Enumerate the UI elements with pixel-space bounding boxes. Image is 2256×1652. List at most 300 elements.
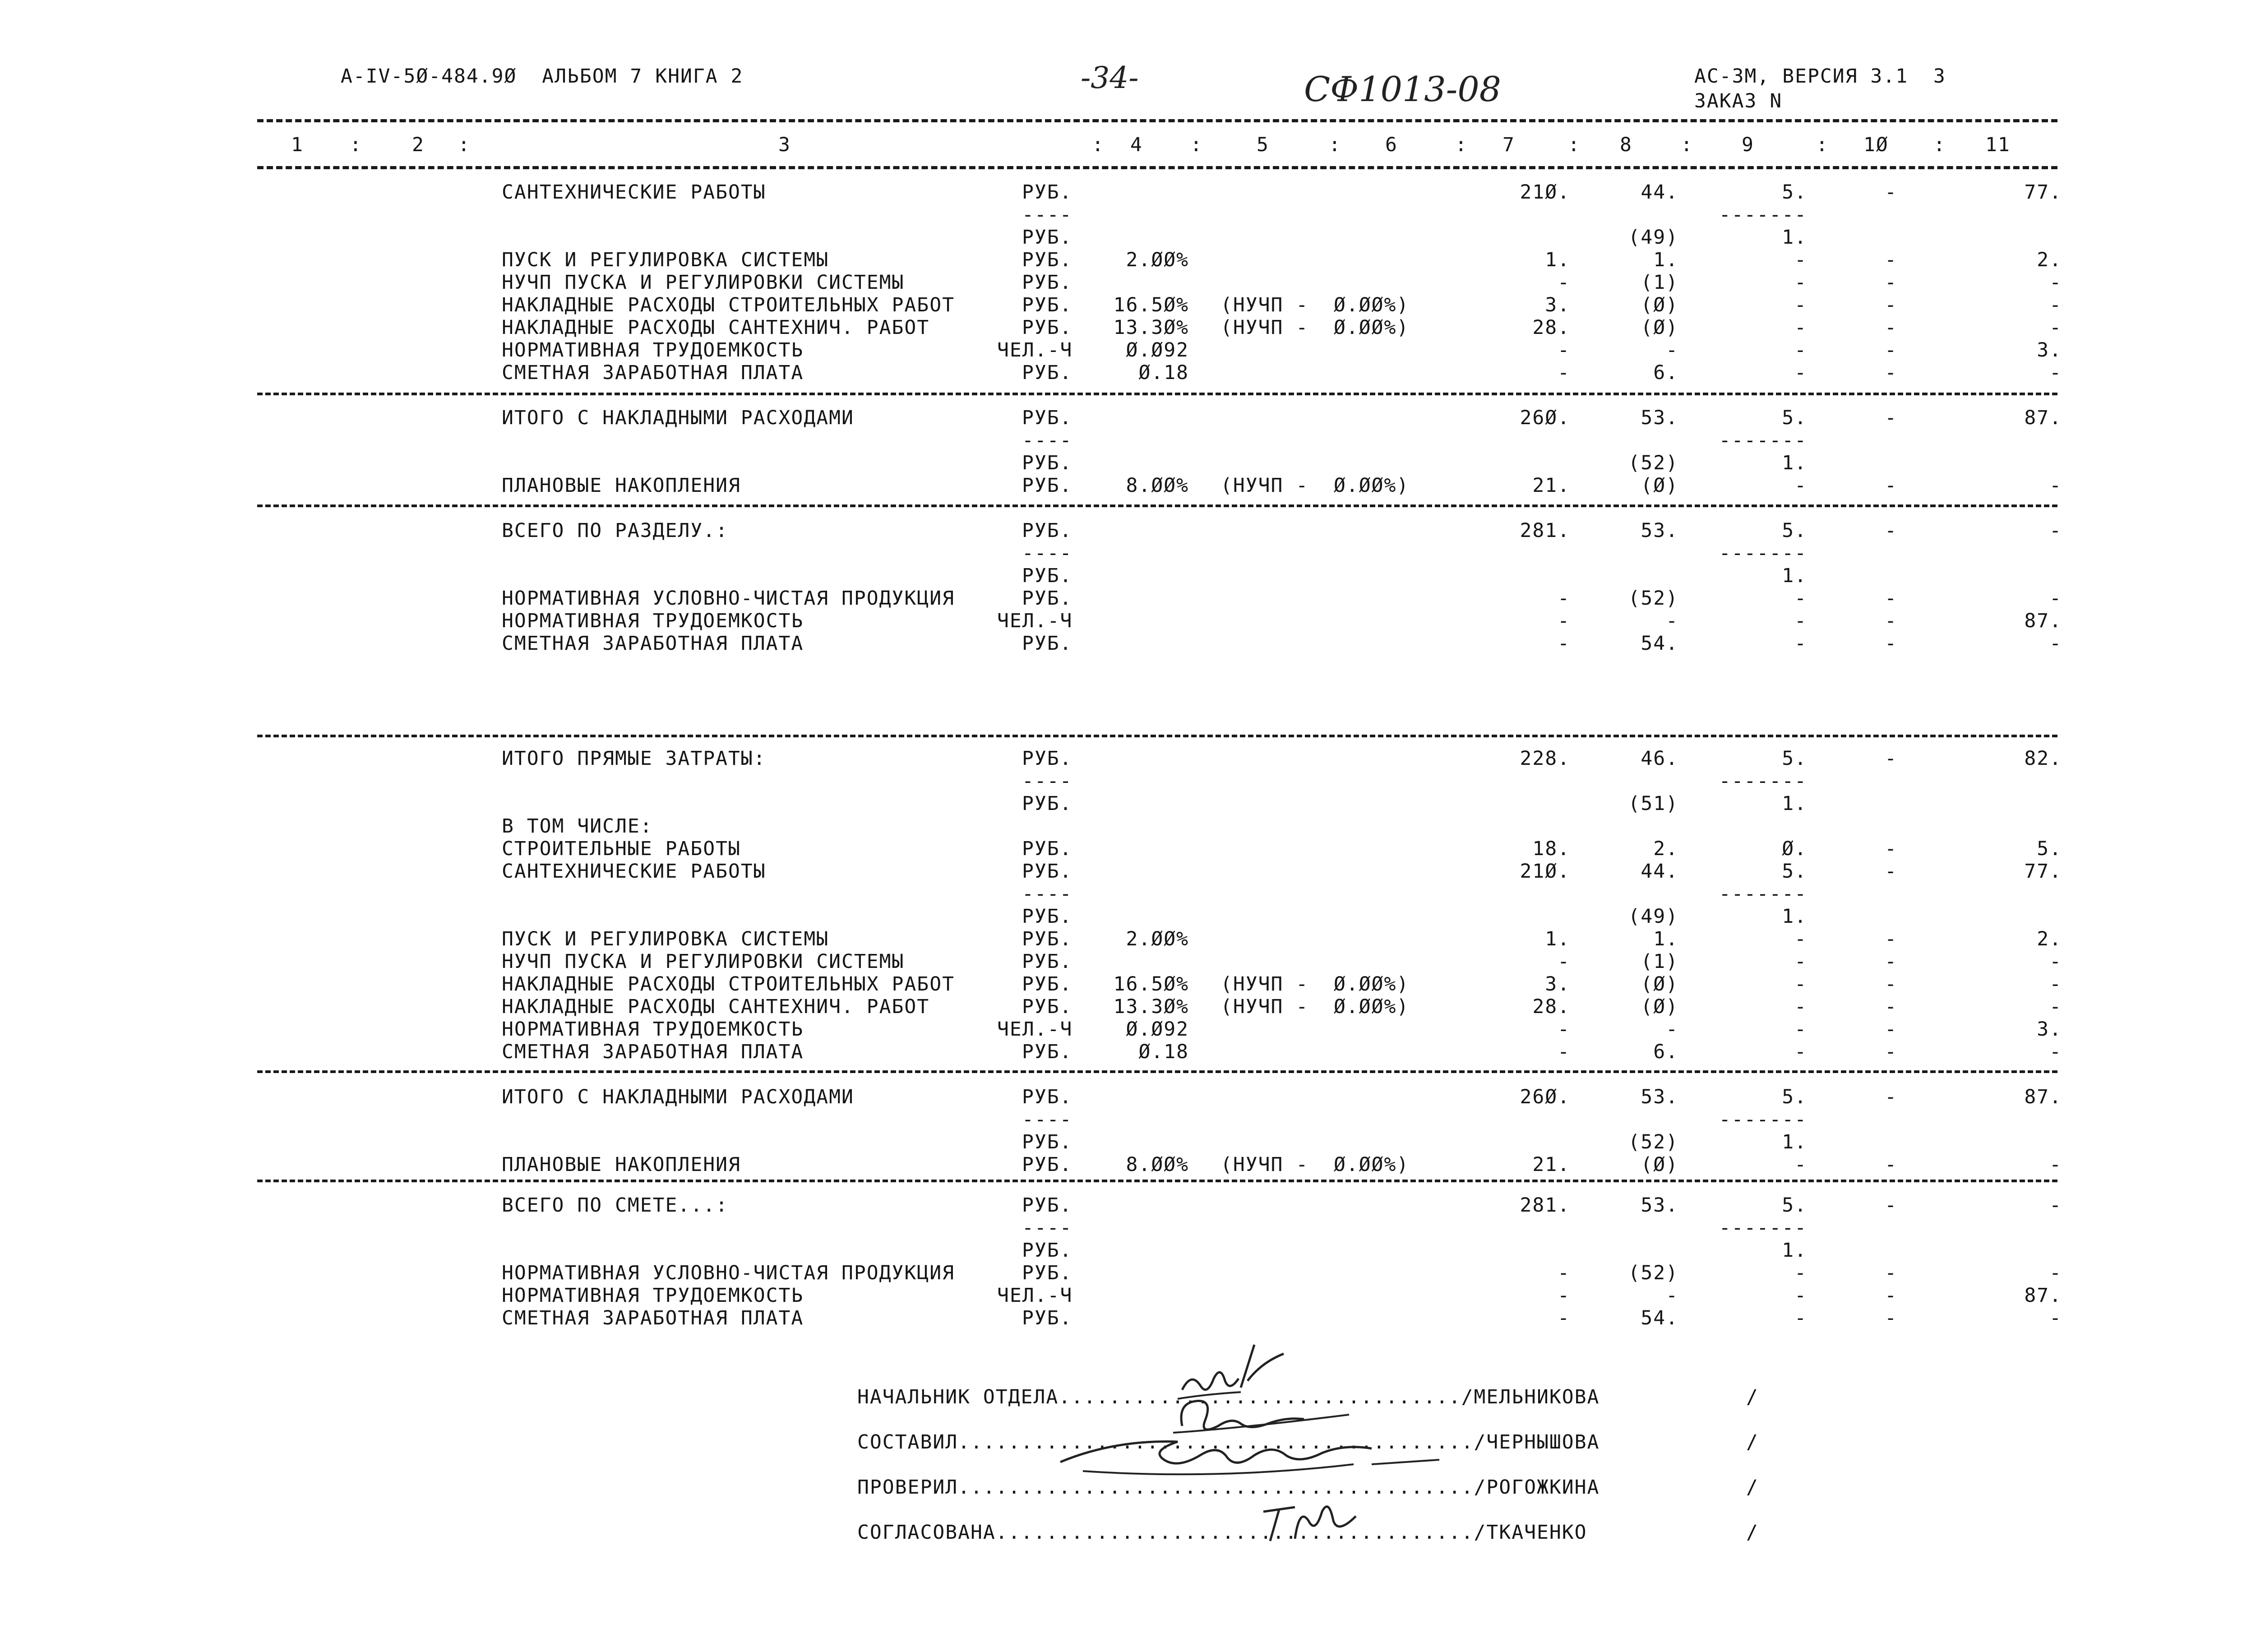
signature-role: СОСТАВИЛ — [857, 1431, 958, 1453]
cell-col-8: (Ø) — [1641, 474, 1678, 497]
cell-col-7: - — [1558, 1262, 1570, 1284]
column-number: 1Ø — [1863, 134, 1889, 156]
column-number: 8 — [1620, 134, 1632, 156]
cell-col-9: - — [1794, 587, 1807, 610]
cell-col-7: 18. — [1532, 838, 1570, 860]
cell-col-4: 2.ØØ% — [1126, 928, 1189, 950]
cell-col-10: - — [1885, 928, 1897, 950]
signature-role: СОГЛАСОВАНА — [857, 1521, 996, 1544]
column-number: 9 — [1742, 134, 1754, 156]
row-unit: РУБ. — [1022, 565, 1073, 587]
cell-col-11: - — [2049, 1153, 2062, 1176]
cell-col-9: - — [1794, 249, 1807, 271]
cell-col-9: - — [1794, 1153, 1807, 1176]
cell-col-9: - — [1794, 361, 1807, 384]
column-number: 5 — [1257, 134, 1269, 156]
cell-col-11: 2. — [2037, 249, 2062, 271]
cell-col-9: ------- — [1719, 1108, 1807, 1131]
row-unit: РУБ. — [1022, 1194, 1073, 1217]
row-unit: РУБ. — [1022, 1262, 1073, 1284]
row-label: ВСЕГО ПО РАЗДЕЛУ.: — [502, 519, 728, 542]
row-label: СТРОИТЕЛЬНЫЕ РАБОТЫ — [502, 838, 741, 860]
row-unit: ---- — [1022, 883, 1073, 905]
row-unit: РУБ. — [1022, 316, 1073, 339]
cell-col-9: ------- — [1719, 770, 1807, 792]
cell-col-10: - — [1885, 838, 1897, 860]
row-unit: РУБ. — [1022, 294, 1073, 316]
cell-col-11: - — [2049, 632, 2062, 655]
cell-col-9: 5. — [1782, 407, 1807, 429]
row-unit: РУБ. — [1022, 1153, 1073, 1176]
cell-col-10: - — [1885, 316, 1897, 339]
column-separator: : — [458, 134, 471, 156]
cell-col-8: 46. — [1641, 747, 1678, 770]
row-label: НАКЛАДНЫЕ РАСХОДЫ САНТЕХНИЧ. РАБОТ — [502, 995, 930, 1018]
cell-col-8: - — [1666, 1018, 1678, 1041]
cell-col-7: 1. — [1545, 928, 1570, 950]
cell-col-7: 21. — [1532, 1153, 1570, 1176]
cell-col-11: - — [2049, 474, 2062, 497]
row-unit: РУБ. — [1022, 1041, 1073, 1063]
cell-col-10: - — [1885, 361, 1897, 384]
column-separator: : — [1455, 134, 1468, 156]
cell-col-10: - — [1885, 294, 1897, 316]
cell-col-11: 87. — [2024, 1284, 2062, 1307]
cell-col-8: 53. — [1641, 407, 1678, 429]
row-label: СМЕТНАЯ ЗАРАБОТНАЯ ПЛАТА — [502, 632, 804, 655]
cell-col-5: (НУЧП - Ø.ØØ%) — [1220, 995, 1410, 1018]
cell-col-11: 3. — [2037, 1018, 2062, 1041]
row-unit: РУБ. — [1022, 226, 1073, 249]
cell-col-11: 77. — [2024, 181, 2062, 204]
column-separator: : — [1190, 134, 1203, 156]
row-unit: РУБ. — [1022, 519, 1073, 542]
cell-col-5: (НУЧП - Ø.ØØ%) — [1220, 973, 1410, 995]
cell-col-10: - — [1885, 1153, 1897, 1176]
row-unit: ЧЕЛ.-Ч — [997, 339, 1073, 361]
cell-col-11: - — [2049, 519, 2062, 542]
row-label: ИТОГО ПРЯМЫЕ ЗАТРАТЫ: — [502, 747, 766, 770]
signature-dots: ................................ — [1059, 1386, 1461, 1408]
cell-col-9: 1. — [1782, 226, 1807, 249]
column-number: 11 — [1985, 134, 2011, 156]
cell-col-11: - — [2049, 950, 2062, 973]
cell-col-10: - — [1885, 1086, 1897, 1108]
cell-col-4: 16.5Ø% — [1113, 973, 1189, 995]
cell-col-9: - — [1794, 928, 1807, 950]
cell-col-4: Ø.18 — [1138, 361, 1189, 384]
section-rule — [257, 1180, 2057, 1182]
column-separator: : — [1933, 134, 1946, 156]
row-unit: ---- — [1022, 542, 1073, 565]
cell-col-10: - — [1885, 995, 1897, 1018]
cell-col-7: 21Ø. — [1520, 181, 1570, 204]
cell-col-8: - — [1666, 339, 1678, 361]
cell-col-8: (49) — [1628, 905, 1678, 928]
column-number: 2 — [412, 134, 425, 156]
cell-col-11: - — [2049, 995, 2062, 1018]
row-label: ПУСК И РЕГУЛИРОВКА СИСТЕМЫ — [502, 249, 829, 271]
cell-col-11: - — [2049, 1194, 2062, 1217]
row-unit: РУБ. — [1022, 361, 1073, 384]
cell-col-7: 26Ø. — [1520, 1086, 1570, 1108]
cell-col-10: - — [1885, 747, 1897, 770]
cell-col-5: (НУЧП - Ø.ØØ%) — [1220, 474, 1410, 497]
signature-dots: ...................................... — [995, 1521, 1474, 1544]
row-label: НАКЛАДНЫЕ РАСХОДЫ САНТЕХНИЧ. РАБОТ — [502, 316, 930, 339]
column-separator: : — [1092, 134, 1105, 156]
cell-col-10: - — [1885, 632, 1897, 655]
cell-col-11: 82. — [2024, 747, 2062, 770]
cell-col-10: - — [1885, 181, 1897, 204]
cell-col-9: - — [1794, 973, 1807, 995]
cell-col-9: - — [1794, 1284, 1807, 1307]
row-label: САНТЕХНИЧЕСКИЕ РАБОТЫ — [502, 181, 766, 204]
cell-col-10: - — [1885, 249, 1897, 271]
cell-col-4: Ø.18 — [1138, 1041, 1189, 1063]
cell-col-10: - — [1885, 1018, 1897, 1041]
row-label: ИТОГО С НАКЛАДНЫМИ РАСХОДАМИ — [502, 1086, 854, 1108]
cell-col-11: 2. — [2037, 928, 2062, 950]
row-unit: РУБ. — [1022, 928, 1073, 950]
cell-col-9: 5. — [1782, 747, 1807, 770]
cell-col-11: 87. — [2024, 1086, 2062, 1108]
row-label: НАКЛАДНЫЕ РАСХОДЫ СТРОИТЕЛЬНЫХ РАБОТ — [502, 973, 955, 995]
cell-col-7: 1. — [1545, 249, 1570, 271]
row-unit: РУБ. — [1022, 452, 1073, 474]
cell-col-9: - — [1794, 1018, 1807, 1041]
cell-col-4: 13.3Ø% — [1113, 316, 1189, 339]
cell-col-9: - — [1794, 271, 1807, 294]
cell-col-9: 5. — [1782, 860, 1807, 883]
column-separator: : — [1568, 134, 1581, 156]
row-unit: ---- — [1022, 1108, 1073, 1131]
cell-col-8: 6. — [1653, 1041, 1678, 1063]
row-label: НОРМАТИВНАЯ ТРУДОЕМКОСТЬ — [502, 1284, 804, 1307]
row-unit: РУБ. — [1022, 905, 1073, 928]
row-label: ВСЕГО ПО СМЕТЕ...: — [502, 1194, 728, 1217]
cell-col-9: - — [1794, 339, 1807, 361]
row-unit: ЧЕЛ.-Ч — [997, 610, 1073, 632]
cell-col-7: 26Ø. — [1520, 407, 1570, 429]
cell-col-8: (Ø) — [1641, 995, 1678, 1018]
cell-col-7: - — [1558, 1041, 1570, 1063]
cell-col-10: - — [1885, 1262, 1897, 1284]
cell-col-8: (Ø) — [1641, 1153, 1678, 1176]
cell-col-11: - — [2049, 1262, 2062, 1284]
cell-col-8: - — [1666, 1284, 1678, 1307]
cell-col-10: - — [1885, 519, 1897, 542]
cell-col-7: 3. — [1545, 973, 1570, 995]
section-rule — [257, 393, 2057, 395]
cell-col-11: - — [2049, 294, 2062, 316]
cell-col-4: 13.3Ø% — [1113, 995, 1189, 1018]
signature-date-slash: / — [1746, 1431, 1759, 1453]
cell-col-9: - — [1794, 294, 1807, 316]
column-separator: : — [1329, 134, 1341, 156]
column-separator: : — [1681, 134, 1693, 156]
column-number: 3 — [778, 134, 791, 156]
signature-rogozhkina — [1056, 1430, 1462, 1485]
row-unit: ---- — [1022, 429, 1073, 452]
row-unit: РУБ. — [1022, 792, 1073, 815]
cell-col-5: (НУЧП - Ø.ØØ%) — [1220, 316, 1410, 339]
header-rule-bottom — [257, 166, 2057, 169]
cell-col-10: - — [1885, 407, 1897, 429]
cell-col-8: 1. — [1653, 249, 1678, 271]
signature-tkachenko — [1254, 1498, 1363, 1548]
row-label: НОРМАТИВНАЯ ТРУДОЕМКОСТЬ — [502, 1018, 804, 1041]
header-rule-top — [257, 119, 2057, 122]
cell-col-8: (Ø) — [1641, 294, 1678, 316]
cell-col-11: - — [2049, 271, 2062, 294]
cell-col-11: 87. — [2024, 610, 2062, 632]
cell-col-9: - — [1794, 474, 1807, 497]
cell-col-11: - — [2049, 361, 2062, 384]
cell-col-9: Ø. — [1782, 838, 1807, 860]
cell-col-9: 1. — [1782, 565, 1807, 587]
cell-col-10: - — [1885, 1307, 1897, 1329]
cell-col-10: - — [1885, 1284, 1897, 1307]
cell-col-4: 16.5Ø% — [1113, 294, 1189, 316]
cell-col-8: 53. — [1641, 1194, 1678, 1217]
cell-col-11: 5. — [2037, 838, 2062, 860]
cell-col-8: (51) — [1628, 792, 1678, 815]
signature-name: /МЕЛЬНИКОВА — [1461, 1386, 1600, 1408]
row-unit: РУБ. — [1022, 1086, 1073, 1108]
signature-date-slash: / — [1746, 1521, 1759, 1544]
cell-col-7: - — [1558, 271, 1570, 294]
row-unit: ---- — [1022, 204, 1073, 226]
cell-col-9: ------- — [1719, 204, 1807, 226]
cell-col-5: (НУЧП - Ø.ØØ%) — [1220, 294, 1410, 316]
cell-col-9: 1. — [1782, 1131, 1807, 1153]
page-number: -34- — [1081, 60, 1139, 95]
row-unit: РУБ. — [1022, 860, 1073, 883]
cell-col-4: 2.ØØ% — [1126, 249, 1189, 271]
cell-col-10: - — [1885, 950, 1897, 973]
cell-col-7: 3. — [1545, 294, 1570, 316]
cell-col-4: Ø.Ø92 — [1126, 1018, 1189, 1041]
row-unit: РУБ. — [1022, 632, 1073, 655]
cell-col-4: 8.ØØ% — [1126, 474, 1189, 497]
cell-col-10: - — [1885, 973, 1897, 995]
row-label: НАКЛАДНЫЕ РАСХОДЫ СТРОИТЕЛЬНЫХ РАБОТ — [502, 294, 955, 316]
cell-col-10: - — [1885, 1194, 1897, 1217]
row-label: НУЧП ПУСКА И РЕГУЛИРОВКИ СИСТЕМЫ — [502, 950, 905, 973]
row-unit: ЧЕЛ.-Ч — [997, 1284, 1073, 1307]
signature-name: /ЧЕРНЫШОВА — [1474, 1431, 1600, 1453]
cell-col-11: - — [2049, 973, 2062, 995]
cell-col-7: - — [1558, 632, 1570, 655]
cell-col-9: ------- — [1719, 1217, 1807, 1239]
cell-col-7: 281. — [1520, 1194, 1570, 1217]
cell-col-8: 53. — [1641, 1086, 1678, 1108]
cell-col-10: - — [1885, 587, 1897, 610]
cell-col-10: - — [1885, 860, 1897, 883]
column-number: 1 — [291, 134, 304, 156]
cell-col-8: 53. — [1641, 519, 1678, 542]
row-unit: ---- — [1022, 1217, 1073, 1239]
row-unit: ЧЕЛ.-Ч — [997, 1018, 1073, 1041]
cell-col-9: - — [1794, 610, 1807, 632]
cell-col-11: - — [2049, 316, 2062, 339]
cell-col-8: (1) — [1641, 271, 1678, 294]
row-unit: РУБ. — [1022, 1131, 1073, 1153]
signature-line — [857, 1523, 1587, 1542]
row-unit: РУБ. — [1022, 747, 1073, 770]
row-label: В ТОМ ЧИСЛЕ: — [502, 815, 653, 838]
cell-col-7: - — [1558, 950, 1570, 973]
cell-col-7: - — [1558, 339, 1570, 361]
cell-col-9: 1. — [1782, 792, 1807, 815]
cell-col-10: - — [1885, 339, 1897, 361]
cell-col-4: 8.ØØ% — [1126, 1153, 1189, 1176]
cell-col-9: 5. — [1782, 181, 1807, 204]
column-number: 4 — [1130, 134, 1143, 156]
row-unit: РУБ. — [1022, 181, 1073, 204]
cell-col-8: (52) — [1628, 452, 1678, 474]
cell-col-5: (НУЧП - Ø.ØØ%) — [1220, 1153, 1410, 1176]
signature-dots: ......................................... — [958, 1476, 1474, 1499]
cell-col-7: - — [1558, 1018, 1570, 1041]
cell-col-10: - — [1885, 474, 1897, 497]
cell-col-8: (Ø) — [1641, 973, 1678, 995]
row-label: НУЧП ПУСКА И РЕГУЛИРОВКИ СИСТЕМЫ — [502, 271, 905, 294]
cell-col-9: 1. — [1782, 452, 1807, 474]
cell-col-7: - — [1558, 1284, 1570, 1307]
cell-col-11: - — [2049, 1041, 2062, 1063]
signature-date-slash: / — [1746, 1386, 1759, 1408]
row-label: ПЛАНОВЫЕ НАКОПЛЕНИЯ — [502, 474, 741, 497]
cell-col-9: 5. — [1782, 1194, 1807, 1217]
cell-col-9: ------- — [1719, 429, 1807, 452]
cell-col-9: 5. — [1782, 1086, 1807, 1108]
column-separator: : — [350, 134, 362, 156]
cell-col-9: - — [1794, 950, 1807, 973]
row-unit: РУБ. — [1022, 995, 1073, 1018]
cell-col-7: 281. — [1520, 519, 1570, 542]
cell-col-7: - — [1558, 1307, 1570, 1329]
cell-col-7: 21. — [1532, 474, 1570, 497]
cell-col-8: 6. — [1653, 361, 1678, 384]
column-number: 6 — [1385, 134, 1398, 156]
cell-col-7: - — [1558, 610, 1570, 632]
row-label: ИТОГО С НАКЛАДНЫМИ РАСХОДАМИ — [502, 407, 854, 429]
cell-col-8: (52) — [1628, 1262, 1678, 1284]
cell-col-9: 1. — [1782, 1239, 1807, 1262]
signature-role: ПРОВЕРИЛ — [857, 1476, 958, 1499]
cell-col-9: 1. — [1782, 905, 1807, 928]
row-unit: РУБ. — [1022, 271, 1073, 294]
cell-col-11: 3. — [2037, 339, 2062, 361]
cell-col-11: - — [2049, 1307, 2062, 1329]
cell-col-11: - — [2049, 587, 2062, 610]
column-number: 7 — [1502, 134, 1515, 156]
row-label: НОРМАТИВНАЯ УСЛОВНО-ЧИСТАЯ ПРОДУКЦИЯ — [502, 587, 955, 610]
row-unit: РУБ. — [1022, 973, 1073, 995]
cell-col-8: 54. — [1641, 632, 1678, 655]
row-label: САНТЕХНИЧЕСКИЕ РАБОТЫ — [502, 860, 766, 883]
cell-col-9: - — [1794, 1041, 1807, 1063]
cell-col-9: - — [1794, 1262, 1807, 1284]
cell-col-7: 28. — [1532, 316, 1570, 339]
row-unit: РУБ. — [1022, 474, 1073, 497]
row-unit: РУБ. — [1022, 1307, 1073, 1329]
section-rule — [257, 504, 2057, 507]
row-label: ПУСК И РЕГУЛИРОВКА СИСТЕМЫ — [502, 928, 829, 950]
cell-col-8: 54. — [1641, 1307, 1678, 1329]
row-unit: РУБ. — [1022, 587, 1073, 610]
signature-name: /РОГОЖКИНА — [1474, 1476, 1600, 1499]
cell-col-7: 21Ø. — [1520, 860, 1570, 883]
cell-col-8: (52) — [1628, 1131, 1678, 1153]
row-unit: РУБ. — [1022, 838, 1073, 860]
cell-col-11: 87. — [2024, 407, 2062, 429]
cell-col-8: (Ø) — [1641, 316, 1678, 339]
cell-col-9: 5. — [1782, 519, 1807, 542]
cell-col-10: - — [1885, 271, 1897, 294]
section-rule — [257, 735, 2057, 737]
signature-role: НАЧАЛЬНИК ОТДЕЛА — [857, 1386, 1059, 1408]
cell-col-8: - — [1666, 610, 1678, 632]
row-label: СМЕТНАЯ ЗАРАБОТНАЯ ПЛАТА — [502, 1307, 804, 1329]
cell-col-10: - — [1885, 1041, 1897, 1063]
section-rule — [257, 1070, 2057, 1073]
cell-col-8: (52) — [1628, 587, 1678, 610]
cell-col-7: - — [1558, 361, 1570, 384]
cell-col-7: 28. — [1532, 995, 1570, 1018]
cell-col-8: (49) — [1628, 226, 1678, 249]
row-label: СМЕТНАЯ ЗАРАБОТНАЯ ПЛАТА — [502, 361, 804, 384]
cell-col-10: - — [1885, 610, 1897, 632]
cell-col-4: Ø.Ø92 — [1126, 339, 1189, 361]
cell-col-11: 77. — [2024, 860, 2062, 883]
cell-col-7: - — [1558, 587, 1570, 610]
row-label: ПЛАНОВЫЕ НАКОПЛЕНИЯ — [502, 1153, 741, 1176]
estimate-stamp: СФ1013-08 — [1304, 69, 1502, 109]
row-label: СМЕТНАЯ ЗАРАБОТНАЯ ПЛАТА — [502, 1041, 804, 1063]
signature-name: /ТКАЧЕНКО — [1474, 1521, 1587, 1544]
cell-col-9: - — [1794, 316, 1807, 339]
cell-col-9: - — [1794, 995, 1807, 1018]
cell-col-9: - — [1794, 632, 1807, 655]
program-version: АС-3М, ВЕРСИЯ 3.1 3 — [1694, 65, 1946, 88]
signature-date-slash: / — [1746, 1476, 1759, 1499]
cell-col-9: - — [1794, 1307, 1807, 1329]
order-number: ЗАКАЗ N — [1694, 90, 1783, 112]
cell-col-7: 228. — [1520, 747, 1570, 770]
cell-col-8: 2. — [1653, 838, 1678, 860]
row-unit: РУБ. — [1022, 249, 1073, 271]
signature-dots: ......................................... — [958, 1431, 1474, 1453]
cell-col-8: 1. — [1653, 928, 1678, 950]
row-label: НОРМАТИВНАЯ ТРУДОЕМКОСТЬ — [502, 610, 804, 632]
cell-col-8: (1) — [1641, 950, 1678, 973]
row-label: НОРМАТИВНАЯ ТРУДОЕМКОСТЬ — [502, 339, 804, 361]
row-label: НОРМАТИВНАЯ УСЛОВНО-ЧИСТАЯ ПРОДУКЦИЯ — [502, 1262, 955, 1284]
row-unit: ---- — [1022, 770, 1073, 792]
document-code: А-IV-5Ø-484.9Ø АЛЬБОМ 7 КНИГА 2 — [341, 65, 744, 88]
cell-col-8: 44. — [1641, 860, 1678, 883]
row-unit: РУБ. — [1022, 950, 1073, 973]
row-unit: РУБ. — [1022, 407, 1073, 429]
column-separator: : — [1816, 134, 1829, 156]
row-unit: РУБ. — [1022, 1239, 1073, 1262]
cell-col-9: ------- — [1719, 542, 1807, 565]
cell-col-9: ------- — [1719, 883, 1807, 905]
cell-col-8: 44. — [1641, 181, 1678, 204]
